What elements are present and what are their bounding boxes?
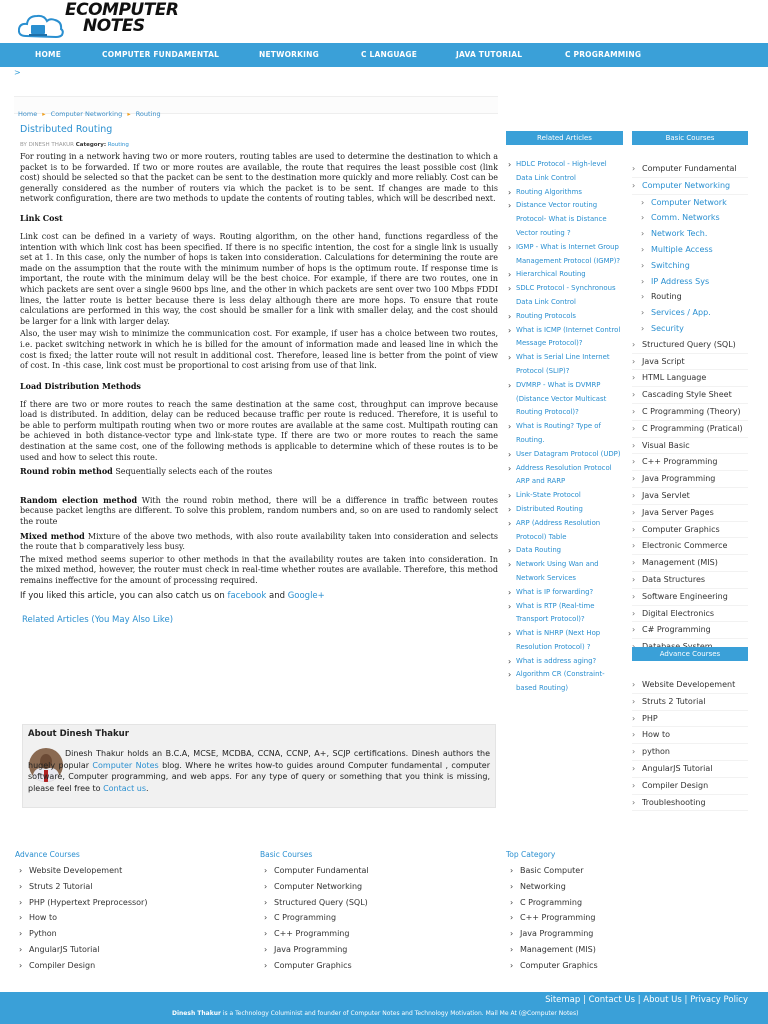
- random-election-label: Random election method: [20, 494, 138, 505]
- advance-course-link[interactable]: › Struts 2 Tutorial: [632, 694, 748, 711]
- site-logo[interactable]: [18, 0, 179, 42]
- basic-course-link[interactable]: › Routing: [632, 289, 748, 305]
- footer-link[interactable]: › C++ Programming: [260, 926, 369, 942]
- footer-link[interactable]: › Python: [15, 926, 147, 942]
- author-heading: About Dinesh Thakur: [28, 729, 129, 739]
- basic-course-link[interactable]: › Java Script: [632, 354, 748, 371]
- basic-course-link[interactable]: › Java Programming: [632, 471, 748, 488]
- basic-courses-list: [632, 161, 748, 656]
- basic-course-link[interactable]: › Multiple Access: [632, 242, 748, 258]
- paragraph-load-distribution: If there are two or more routes to reach the same destination at the same cost, throughput can improve because load is distributed. In addition, delay can be reduced because traffic per route is reduced. Therefore, it is useful to be able to perform multipath routing when two or more routes are available at the same cost. Multipath routing can be achieved in both distance-vector type and link-state type. If there are two or more routes to reach the same destination at the same cost, one of the following methods is applicable to determine which of these routes is to be used and how to select this route.: [20, 399, 498, 462]
- related-article-link[interactable]: › Hierarchical Routing: [508, 268, 623, 282]
- footer-col-top-list: [506, 863, 598, 974]
- round-robin-label: Round robin method: [20, 466, 113, 477]
- basic-courses-box: [632, 131, 748, 656]
- footer-link[interactable]: › Java Programming: [260, 942, 369, 958]
- basic-course-link[interactable]: › Network Tech.: [632, 226, 748, 242]
- related-article-link[interactable]: › Network Using Wan and Network Services: [508, 558, 623, 586]
- footer-link[interactable]: › Java Programming: [506, 926, 598, 942]
- computer-notes-link[interactable]: Computer Notes: [92, 760, 159, 770]
- related-article-link[interactable]: › Link-State Protocol: [508, 489, 623, 503]
- paragraph-communication-cost: Also, the user may wish to minimize the communication cost. For example, if user has a choice between two routes, i.e. packet switching network in which he is billed for the amount of information made and leased line in which the cost is fixed; the latter route will not result in additional cost. Therefore, leased line is better from the point of view of cost. In -this case, link cost must be proportional to cost arising from use of that link.: [20, 329, 498, 371]
- social-prefix: If you liked this article, you can also catch us on: [20, 590, 228, 601]
- category-link[interactable]: Routing: [107, 142, 129, 148]
- subnav-arrow-icon[interactable]: >: [14, 68, 21, 77]
- footer-note: [172, 1010, 578, 1017]
- related-articles-title: Related Articles: [506, 131, 623, 145]
- related-article-link[interactable]: › Algorithm CR (Constraint-based Routing): [508, 668, 623, 696]
- footer-link[interactable]: › C Programming: [506, 895, 598, 911]
- footer-col-basic-title: Basic Courses: [260, 850, 313, 859]
- related-heading: Related Articles (You May Also Like): [22, 614, 174, 625]
- footer-bar: [0, 992, 768, 1024]
- related-articles-box: [506, 131, 623, 696]
- related-article-link[interactable]: › What is ICMP (Internet Control Message Protocol)?: [508, 324, 623, 352]
- basic-course-link[interactable]: › Security: [632, 321, 748, 337]
- nav-networking[interactable]: NETWORKING: [259, 50, 319, 59]
- related-article-link[interactable]: › What is Routing? Type of Routing.: [508, 420, 623, 448]
- logo-line-2: NOTES: [83, 16, 145, 36]
- footer-columns: [0, 850, 768, 985]
- advance-courses-list: [632, 677, 748, 811]
- author-bio-2: blog. Where he writes how-to guides around Computer fundamental , computer software, Computer programming, and web apps. For any type of query or something that you think is missing, please feel free to: [28, 760, 491, 793]
- footer-links: [545, 995, 748, 1005]
- footer-bar-link[interactable]: Sitemap: [545, 995, 581, 1005]
- footer-col-top-title: Top Category: [506, 850, 556, 859]
- related-article-link[interactable]: › ARP (Address Resolution Protocol) Table: [508, 517, 623, 545]
- related-article-link[interactable]: › Distance Vector routing Protocol- What is Distance Vector routing ?: [508, 199, 623, 240]
- basic-course-link[interactable]: › IP Address Sys: [632, 274, 748, 290]
- advance-course-link[interactable]: › Website Developement: [632, 677, 748, 694]
- basic-course-link[interactable]: › Comm. Networks: [632, 210, 748, 226]
- paragraph-intro: For routing in a network having two or more routers, routing tables are used to determine the destination to which a packet is to be forwarded. If two or more routes are available, the route that requires the least possible cost (link cost) should be selected so that the packet can be sent to the destination more quickly and more reliably. Cost can be generally considered as the number of routers via which the packet is to be sent. If changes are made to this network configuration, there are two methods to update the contents of routing tables, which will be described next.: [20, 152, 498, 204]
- basic-course-link[interactable]: › HTML Language: [632, 370, 748, 387]
- advance-courses-box: [632, 647, 748, 811]
- footer-link-separator: |: [681, 995, 691, 1005]
- breadcrumb-sep-icon: ▸: [42, 110, 46, 118]
- random-election-text: With the round robin method, there will be a difference in traffic between routes because packet lengths are different. To solve this problem, random numbers and, so on are used to randomly select the route: [20, 495, 498, 527]
- author-bio-3: .: [145, 783, 149, 793]
- site-header: [0, 0, 768, 43]
- breadcrumb-current[interactable]: Routing: [135, 110, 161, 118]
- footer-note-text: is a Technology Columinist and founder of Computer Notes and Technology Motivation. Mail Me At (@Computer Notes): [220, 1010, 579, 1017]
- footer-link[interactable]: › Computer Graphics: [260, 958, 369, 974]
- footer-link[interactable]: › Management (MIS): [506, 942, 598, 958]
- related-article-link[interactable]: › Data Routing: [508, 544, 623, 558]
- basic-course-link[interactable]: › C Programming (Pratical): [632, 421, 748, 438]
- footer-link[interactable]: › Basic Computer: [506, 863, 598, 879]
- basic-course-link[interactable]: › Java Servlet: [632, 488, 748, 505]
- random-election-item: [20, 495, 498, 528]
- related-article-link[interactable]: › Address Resolution Protocol ARP and RARP: [508, 462, 623, 490]
- basic-courses-title: Basic Courses: [632, 131, 748, 145]
- footer-link[interactable]: › Computer Networking: [260, 879, 369, 895]
- facebook-link[interactable]: facebook: [227, 590, 267, 601]
- related-article-link[interactable]: › What is IP forwarding?: [508, 586, 623, 600]
- sub-nav: [0, 67, 768, 85]
- footer-link[interactable]: › How to: [15, 910, 147, 926]
- footer-link[interactable]: › C Programming: [260, 910, 369, 926]
- footer-bar-link[interactable]: About Us: [643, 995, 682, 1005]
- footer-col-basic-list: [260, 863, 369, 974]
- basic-course-link[interactable]: › Computer Network: [632, 195, 748, 211]
- footer-link[interactable]: › Computer Graphics: [506, 958, 598, 974]
- footer-link[interactable]: › Structured Query (SQL): [260, 895, 369, 911]
- cloud-laptop-icon: [18, 10, 64, 42]
- advance-course-link[interactable]: › AngularJS Tutorial: [632, 761, 748, 778]
- footer-col-advance-title: Advance Courses: [15, 850, 80, 859]
- footer-col-basic: [260, 850, 369, 974]
- article-title[interactable]: Distributed Routing: [20, 124, 113, 135]
- basic-course-link[interactable]: › Data Structures: [632, 572, 748, 589]
- related-article-link[interactable]: › SDLC Protocol - Synchronous Data Link Control: [508, 282, 623, 310]
- advance-course-link[interactable]: › Troubleshooting: [632, 795, 748, 812]
- author-box: [22, 724, 496, 808]
- breadcrumb-home[interactable]: Home: [18, 110, 38, 118]
- basic-course-link[interactable]: › Cascading Style Sheet: [632, 387, 748, 404]
- basic-course-link[interactable]: › Structured Query (SQL): [632, 337, 748, 354]
- footer-link[interactable]: › Website Developement: [15, 863, 147, 879]
- basic-course-link[interactable]: › C++ Programming: [632, 454, 748, 471]
- author-bio: [28, 748, 490, 794]
- category-label: Category:: [75, 142, 107, 148]
- heading-link-cost: Link Cost: [20, 212, 63, 223]
- footer-link[interactable]: › Compiler Design: [15, 958, 147, 974]
- related-article-link[interactable]: › Routing Algorithms: [508, 186, 623, 200]
- nav-c-language[interactable]: C LANGUAGE: [361, 50, 418, 59]
- related-article-link[interactable]: › DVMRP - What is DVMRP (Distance Vector Multicast Routing Protocol)?: [508, 379, 623, 420]
- footer-link[interactable]: › Computer Fundamental: [260, 863, 369, 879]
- mixed-method-item: [20, 531, 498, 553]
- footer-link[interactable]: › PHP (Hypertext Preprocessor): [15, 895, 147, 911]
- mixed-method-label: Mixed method: [20, 530, 85, 541]
- footer-link-separator: |: [635, 995, 644, 1005]
- advance-courses-title: Advance Courses: [632, 647, 748, 661]
- footer-bar-link[interactable]: Contact Us: [588, 995, 636, 1005]
- basic-course-link[interactable]: › Services / App.: [632, 305, 748, 321]
- footer-link-separator: |: [580, 995, 589, 1005]
- advance-course-link[interactable]: › PHP: [632, 711, 748, 728]
- related-article-link[interactable]: › What is NHRP (Next Hop Resolution Protocol) ?: [508, 627, 623, 655]
- related-article-link[interactable]: › What is address aging?: [508, 655, 623, 669]
- article-meta: [20, 142, 498, 148]
- related-article-link[interactable]: › User Datagram Protocol (UDP): [508, 448, 623, 462]
- related-articles-list: [506, 158, 623, 696]
- heading-load-distribution: Load Distribution Methods: [20, 380, 141, 391]
- round-robin-item: [20, 466, 498, 478]
- footer-link[interactable]: › C++ Programming: [506, 910, 598, 926]
- main-nav: [0, 43, 768, 67]
- footer-link[interactable]: › AngularJS Tutorial: [15, 942, 147, 958]
- logo-line-1: ECOMPUTER: [65, 0, 179, 20]
- breadcrumb-sep-icon: ▸: [127, 110, 131, 118]
- related-article-link[interactable]: › HDLC Protocol - High-level Data Link Control: [508, 158, 623, 186]
- mixed-method-text: Mixture of the above two methods, with also route availability taken into consideration and selects the route that b comparatively less busy.: [20, 531, 498, 552]
- basic-course-link[interactable]: › Computer Networking: [632, 178, 748, 195]
- contact-us-link[interactable]: Contact us: [103, 783, 146, 793]
- footer-col-advance-list: [15, 863, 147, 974]
- footer-note-name: Dinesh Thakur: [172, 1010, 221, 1017]
- footer-col-advance: [15, 850, 147, 974]
- basic-course-link[interactable]: › Java Server Pages: [632, 505, 748, 522]
- nav-home[interactable]: HOME: [35, 50, 62, 59]
- breadcrumb-section[interactable]: Computer Networking: [50, 110, 123, 118]
- google-plus-link[interactable]: Google+: [287, 590, 325, 601]
- basic-course-link[interactable]: › C Programming (Theory): [632, 404, 748, 421]
- nav-java-tutorial[interactable]: JAVA TUTORIAL: [456, 50, 523, 59]
- round-robin-text: Sequentially selects each of the routes: [112, 467, 273, 477]
- basic-course-link[interactable]: › Management (MIS): [632, 555, 748, 572]
- advance-course-link[interactable]: › python: [632, 744, 748, 761]
- basic-course-link[interactable]: › Digital Electronics: [632, 606, 748, 623]
- paragraph-mixed-method: The mixed method seems superior to other methods in that the availability routes are taken into consideration. In the mixed method, however, the router must check in real-time whether routes are available. Therefore, this method remains ineffective for the amount of processing required.: [20, 554, 498, 585]
- basic-course-link[interactable]: › Electronic Commerce: [632, 538, 748, 555]
- paragraph-link-cost: Link cost can be defined in a variety of ways. Routing algorithm, on the other hand, functions regardless of the intention with which link cost has been specified. If there is no specific intention, the cost for a single link is usually set at 1. In this case, only the number of hops is taken into consideration. Calculations for determining the route are made on the assumption that the route with the minimum number of hops is the optimum route. If response time is important, the route with the minimum delay will be the best choice. For example, if there are two routes, one in which packets are sent over a single 9600 bps line, and the other in which packets are sent over two 100 Mbps FDDI lines, the latter route is better because there is less delay although there are more hops. To ensure that route calculations are performed in this way, the cost should be smaller for a link with smaller delay, and the cost should be larger for a link with larger delay.: [20, 231, 498, 326]
- footer-link[interactable]: › Struts 2 Tutorial: [15, 879, 147, 895]
- related-article-link[interactable]: › Routing Protocols: [508, 310, 623, 324]
- byline[interactable]: BY DINESH THAKUR: [20, 142, 74, 148]
- logo-text: [65, 2, 179, 34]
- basic-course-link[interactable]: › Visual Basic: [632, 438, 748, 455]
- social-line: [20, 591, 498, 601]
- basic-course-link[interactable]: › Computer Fundamental: [632, 161, 748, 178]
- related-article-link[interactable]: › Distributed Routing: [508, 503, 623, 517]
- footer-bar-link[interactable]: Privacy Policy: [690, 995, 748, 1005]
- related-article-link[interactable]: › What is RTP (Real-time Transport Protocol)?: [508, 600, 623, 628]
- breadcrumb: [14, 96, 498, 118]
- footer-link[interactable]: › Networking: [506, 879, 598, 895]
- advance-course-link[interactable]: › Compiler Design: [632, 778, 748, 795]
- basic-course-link[interactable]: › Software Engineering: [632, 589, 748, 606]
- nav-computer-fundamental[interactable]: COMPUTER FUNDAMENTAL: [102, 50, 220, 59]
- footer-col-top: [506, 850, 598, 974]
- basic-course-link[interactable]: › Computer Graphics: [632, 522, 748, 539]
- basic-course-link[interactable]: › C# Programming: [632, 622, 748, 639]
- basic-course-link[interactable]: › Switching: [632, 258, 748, 274]
- related-article-link[interactable]: › What is Serial Line Internet Protocol (SLIP)?: [508, 351, 623, 379]
- nav-c-programming[interactable]: C PROGRAMMING: [565, 50, 642, 59]
- article: [20, 124, 498, 625]
- related-article-link[interactable]: › IGMP - What is Internet Group Management Protocol (IGMP)?: [508, 241, 623, 269]
- advance-course-link[interactable]: › How to: [632, 727, 748, 744]
- author-bio-1: Dinesh Thakur holds an B.C.A, MCSE, MCDBA, CCNA, CCNP, A+, SCJP certifications. Dinesh authors the hugely popular: [28, 749, 490, 770]
- social-and: and: [266, 590, 288, 601]
